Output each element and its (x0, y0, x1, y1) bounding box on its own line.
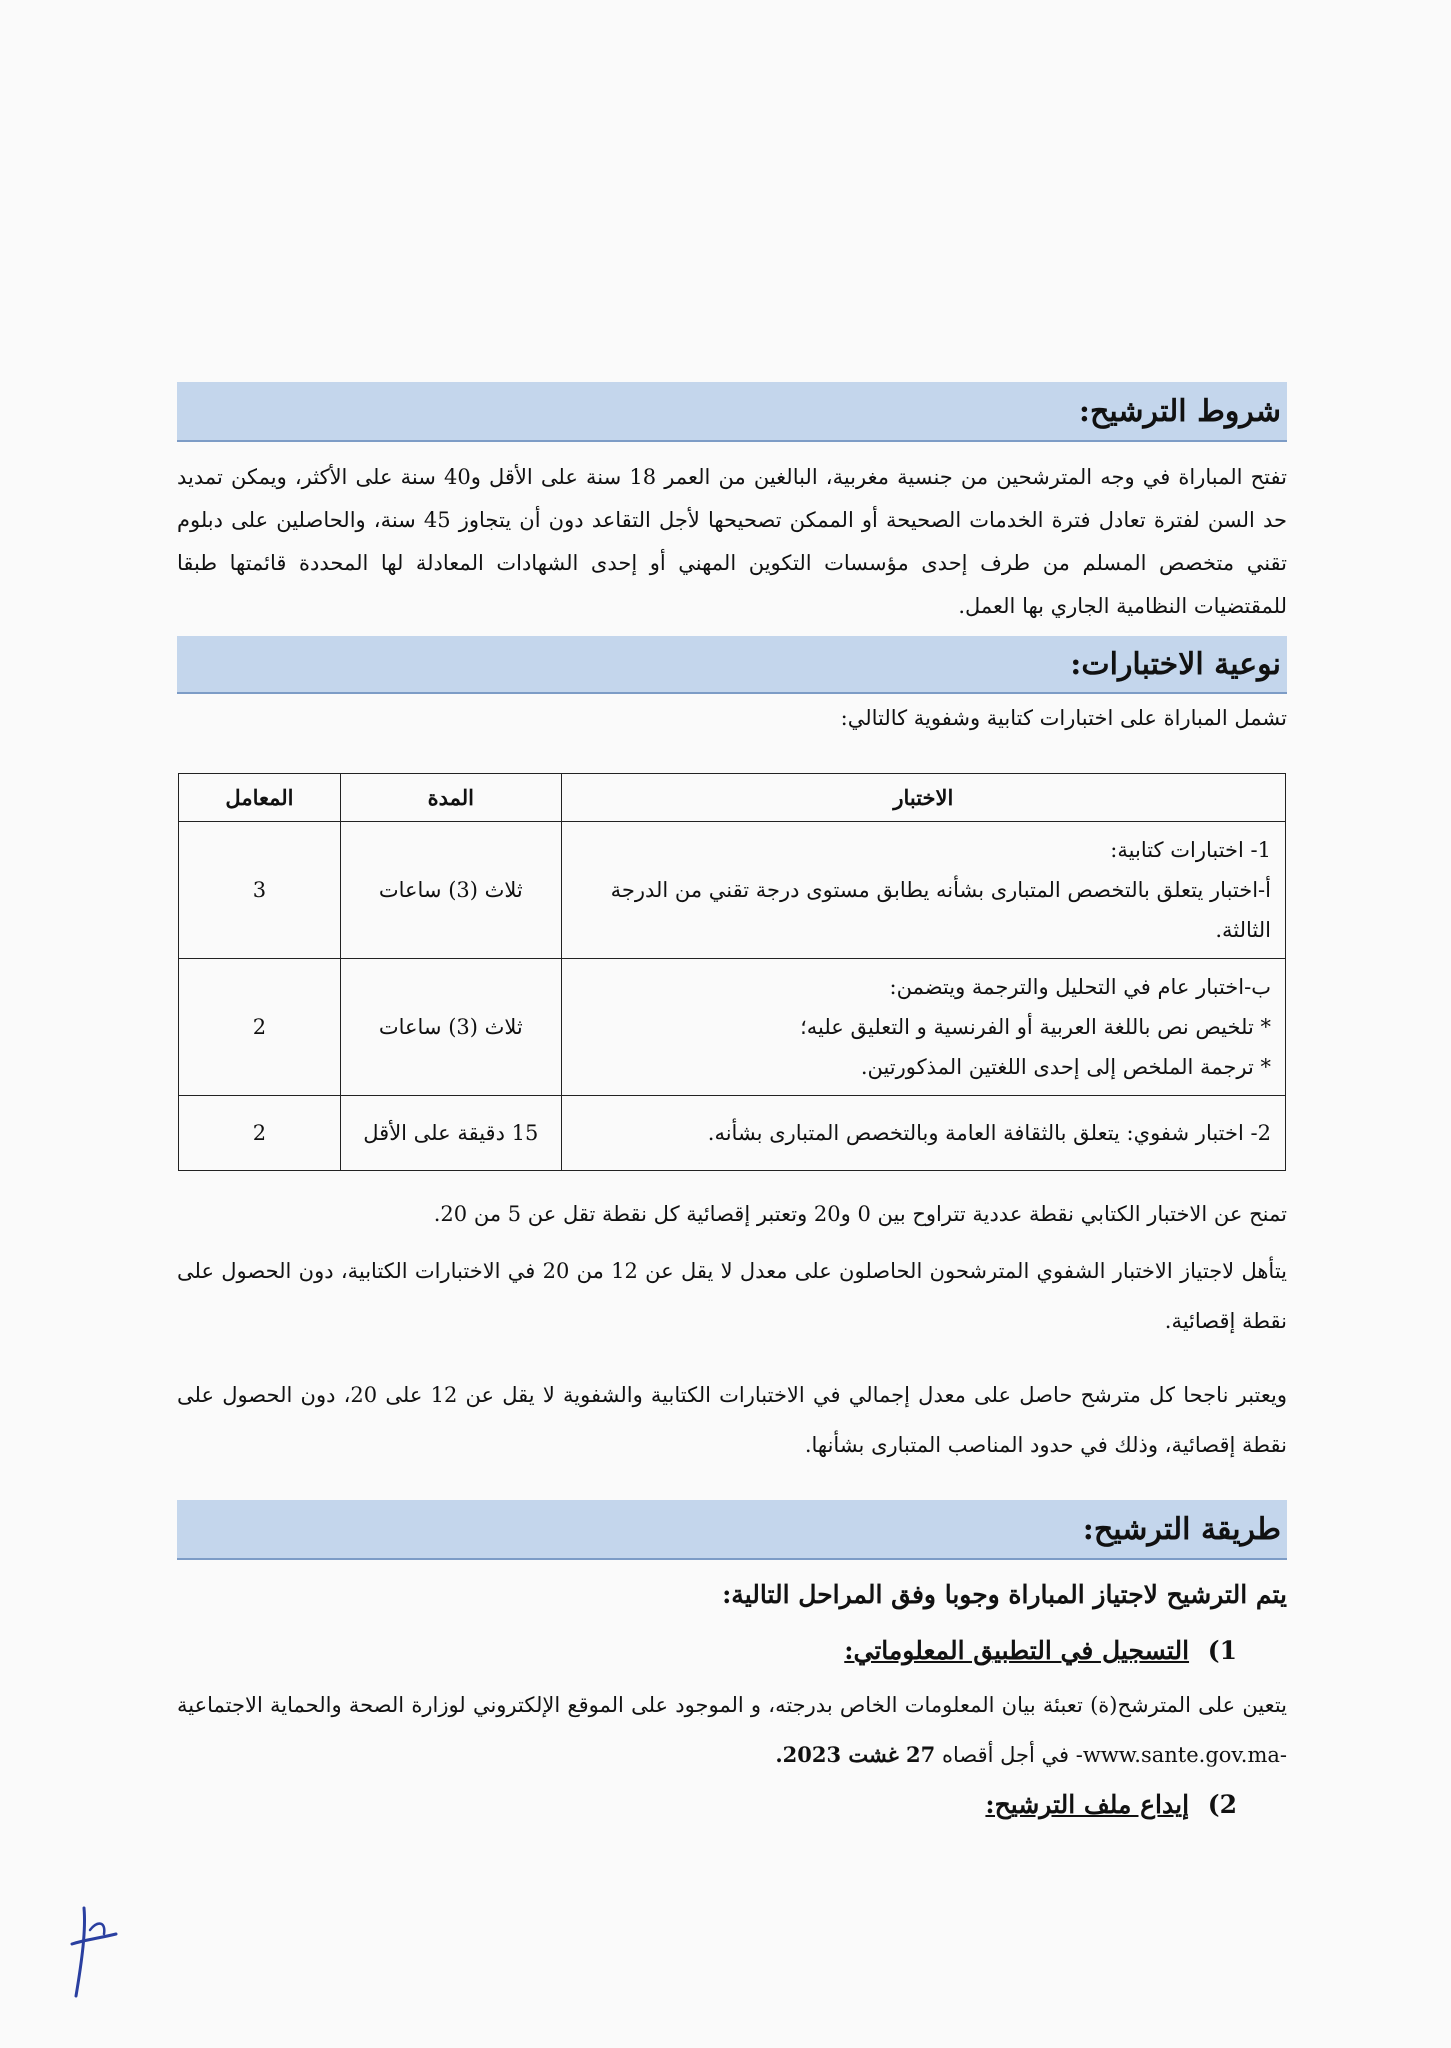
table-row (179, 959, 1286, 1096)
exam-line: ب-اختبار عام في التحليل والترجمة ويتضمن: (889, 975, 1271, 999)
exam-line: * ترجمة الملخص إلى إحدى اللغتين المذكورتين. (860, 1055, 1271, 1079)
table-row (179, 822, 1286, 959)
section-title-exams: نوعية الاختبارات: (177, 636, 1287, 694)
step-label: التسجيل في التطبيق المعلوماتي: (844, 1636, 1190, 1665)
exam-cell (561, 959, 1285, 1096)
exams-table (178, 773, 1286, 1171)
exam-cell (561, 822, 1285, 959)
step-2-heading (177, 1782, 1237, 1828)
exams-intro: تشمل المباراة على اختبارات كتابية وشفوية كالتالي: (840, 706, 1287, 730)
step-1-body: يتعين على المترشح(ة) تعبئة بيان المعلومات الخاص بدرجته، و الموجود على الموقع الإلكتروني لوزارة الصحة والحماية الاجتماعية -www.sante.gov.ma- في أجل أقصاه (177, 1693, 1287, 1767)
oral-eligibility-note: يتأهل لاجتياز الاختبار الشفوي المترشحون الحاصلون على معدل لا يقل عن 12 من 20 في الاختبارات الكتابية، دون الحصول على نقطة إقصائية. (177, 1259, 1287, 1333)
scoring-note: تمنح عن الاختبار الكتابي نقطة عددية تتراوح بين 0 و20 وتعتبر إقصائية كل نقطة تقل عن 5 من 20. (433, 1202, 1287, 1226)
section-title-application: طريقة الترشيح: (177, 1500, 1287, 1560)
header-coefficient: المعامل (179, 774, 341, 822)
coefficient-cell: 3 (179, 822, 341, 959)
application-steps-title: يتم الترشيح لاجتياز المباراة وجوبا وفق المراحل التالية: (722, 1580, 1287, 1609)
header-exam: الاختبار (561, 774, 1285, 822)
section-title-conditions: شروط الترشيح: (177, 382, 1287, 442)
step-1-text (177, 1680, 1287, 1780)
exam-line: 1- اختبارات كتابية: (1110, 838, 1271, 862)
exam-cell (561, 1096, 1285, 1171)
duration-cell: ثلاث (3) ساعات (340, 822, 561, 959)
exam-line: 2- اختبار شفوي: يتعلق بالثقافة العامة وبالتخصص المتبارى بشأنه. (707, 1121, 1271, 1145)
deadline-date: 27 غشت 2023. (775, 1742, 936, 1767)
step-number: 1) (1207, 1636, 1237, 1665)
conditions-paragraph: تفتح المباراة في وجه المترشحين من جنسية مغربية، البالغين من العمر 18 سنة على الأقل و40 سنة على الأكثر، ويمكن تمديد حد السن لفترة تعادل فترة الخدمات الصحيحة أو الممكن تصحيحها لأجل التقاعد دون أن يتجاوز 45 سنة، والحاصلين على دبلوم تقني متخصص المسلم من طرف إحدى مؤسسات التكوين المهني أو إحدى الشهادات المعادلة لها المحددة قائمتها طبقا للمقتضيات النظامية الجاري بها العمل. (177, 465, 1287, 618)
step-number: 2) (1207, 1790, 1237, 1819)
header-duration: المدة (340, 774, 561, 822)
duration-cell: 15 دقيقة على الأقل (340, 1096, 561, 1171)
exam-line: * تلخيص نص باللغة العربية أو الفرنسية و التعليق عليه؛ (800, 1015, 1271, 1039)
success-criteria-note: ويعتبر ناجحا كل مترشح حاصل على معدل إجمالي في الاختبارات الكتابية والشفوية لا يقل عن 12 على 20، دون الحصول على نقطة إقصائية، وذلك في حدود المناصب المتبارى بشأنها. (177, 1383, 1287, 1457)
table-row (179, 1096, 1286, 1171)
exam-line: أ-اختبار يتعلق بالتخصص المتبارى بشأنه يطابق مستوى درجة تقني من الدرجة الثالثة. (610, 878, 1271, 942)
duration-cell: ثلاث (3) ساعات (340, 959, 561, 1096)
signature-mark (70, 1900, 130, 2000)
step-label: إيداع ملف الترشيح: (985, 1790, 1190, 1819)
table-header-row (179, 774, 1286, 822)
step-1-heading (177, 1628, 1237, 1674)
coefficient-cell: 2 (179, 959, 341, 1096)
coefficient-cell: 2 (179, 1096, 341, 1171)
